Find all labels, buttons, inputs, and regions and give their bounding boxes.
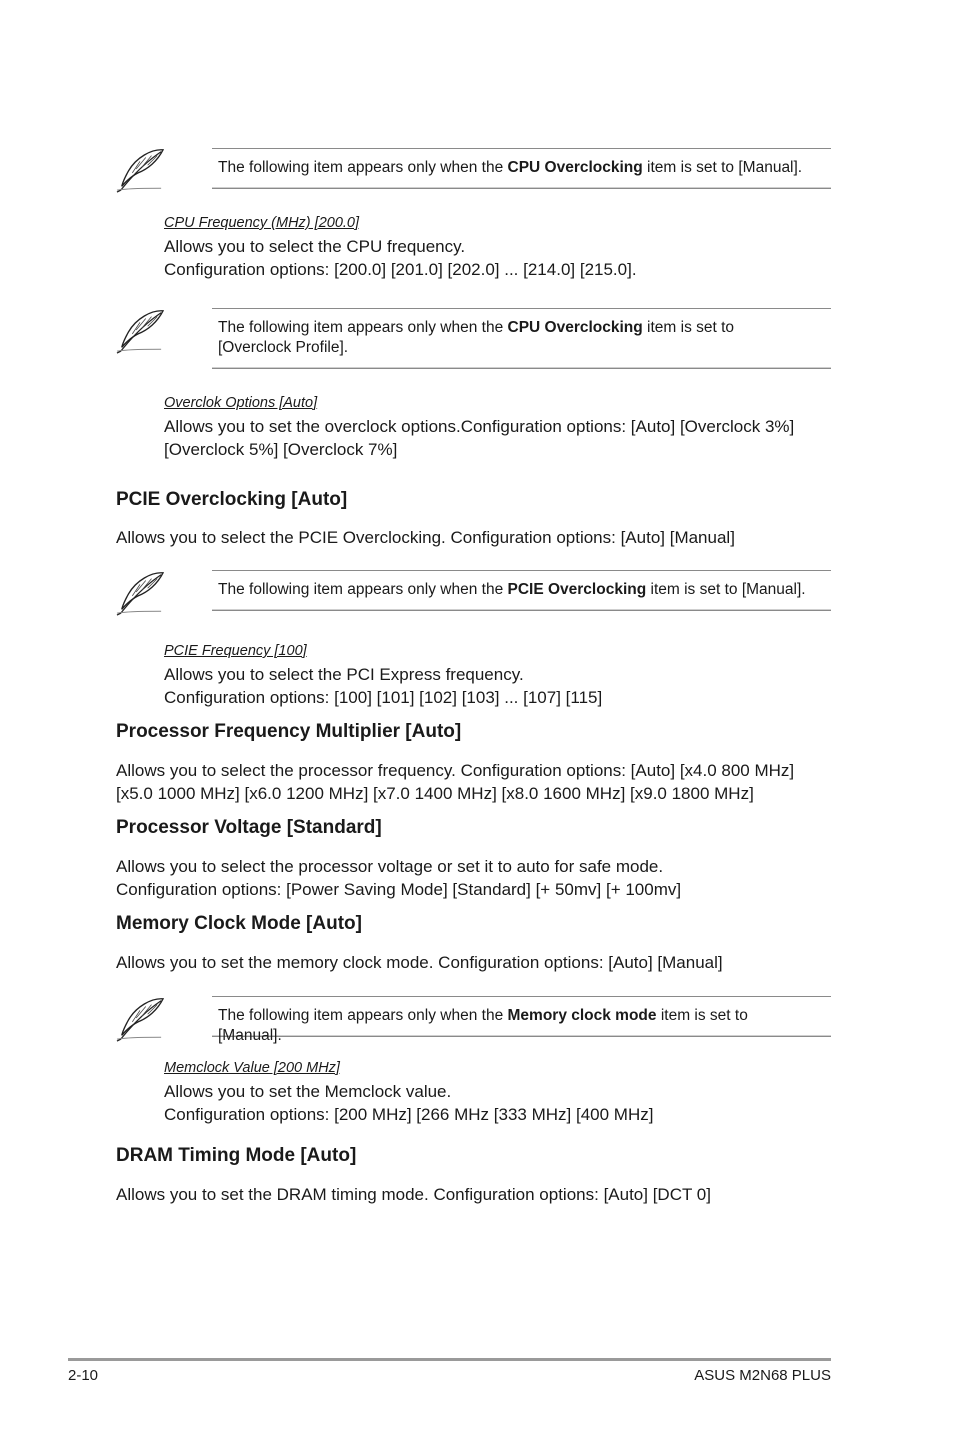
note-text: The following item appears only when the [218, 159, 508, 176]
sub-item-text: Allows you to set the Memclock value. [164, 1082, 452, 1101]
section-text: Allows you to select the processor frequency. Configuration options: [Auto] [x4.0 800 MHz] [x5.0 1000 MHz] [x6.0 1200 MHz] [x7.0 1400 MHz] [x8.0 1600 MHz] [x9.0 1800 MHz] [116, 761, 795, 803]
section-heading: PCIE Overclocking [Auto] [116, 489, 348, 510]
feather-pen-icon [112, 569, 168, 617]
note-box [212, 148, 831, 189]
sub-item-title: PCIE Frequency [100] [164, 643, 307, 659]
note-text: The following item appears only when the [218, 1007, 508, 1024]
section-text: Allows you to select the processor voltage or set it to auto for safe mode. [116, 857, 664, 876]
product-name: ASUS M2N68 PLUS [694, 1367, 831, 1384]
feather-pen-icon [112, 307, 168, 355]
note-text: The following item appears only when the [218, 319, 508, 336]
sub-item-title: Overclok Options [Auto] [164, 395, 318, 411]
sub-item-text: Configuration options: [200.0] [201.0] [202.0] ... [214.0] [215.0]. [164, 260, 637, 279]
section-heading: Processor Frequency Multiplier [Auto] [116, 721, 462, 742]
sub-item-text: Configuration options: [200 MHz] [266 MHz [333 MHz] [400 MHz] [164, 1105, 654, 1124]
feather-pen-icon [112, 995, 168, 1043]
note-text: item is set to [Manual]. [642, 159, 803, 176]
section-heading: Processor Voltage [Standard] [116, 817, 382, 838]
sub-item-text: Allows you to select the PCI Express frequency. [164, 665, 524, 684]
note-box [212, 996, 831, 1044]
section-heading: Memory Clock Mode [Auto] [116, 913, 362, 934]
section-text: Allows you to set the memory clock mode. Configuration options: [Auto] [Manual] [116, 953, 723, 972]
note-bold-term: PCIE Overclocking [507, 581, 647, 598]
sub-item-text: Configuration options: [100] [101] [102] [103] ... [107] [115] [164, 688, 603, 707]
note-box [212, 570, 831, 611]
feather-pen-icon [112, 146, 168, 194]
note-text: item is set to [Manual]. [218, 1007, 748, 1044]
note-text: item is set to [Manual]. [646, 581, 806, 598]
note-bold-term: CPU Overclocking [507, 159, 643, 176]
note-box [212, 308, 831, 369]
section-heading: DRAM Timing Mode [Auto] [116, 1145, 357, 1166]
note-bold-term: CPU Overclocking [507, 319, 643, 336]
sub-item-title: Memclock Value [200 MHz] [164, 1060, 340, 1076]
sub-item-text: Allows you to set the overclock options.Configuration options: [Auto] [Overclock 3%] [Overclock 5%] [Overclock 7%] [164, 417, 795, 459]
sub-item-text: Allows you to select the CPU frequency. [164, 237, 466, 256]
section-text: Configuration options: [Power Saving Mode] [Standard] [+ 50mv] [+ 100mv] [116, 880, 682, 899]
footer-divider [68, 1358, 831, 1361]
section-text: Allows you to set the DRAM timing mode. Configuration options: [Auto] [DCT 0] [116, 1185, 711, 1204]
note-text: The following item appears only when the [218, 581, 508, 598]
note-bold-term: Memory clock mode [507, 1007, 657, 1024]
page-number: 2-10 [68, 1367, 99, 1384]
section-text: Allows you to select the PCIE Overclocking. Configuration options: [Auto] [Manual] [116, 528, 735, 547]
note-text: item is set to [Overclock Profile]. [218, 319, 735, 356]
sub-item-title: CPU Frequency (MHz) [200.0] [164, 215, 360, 231]
